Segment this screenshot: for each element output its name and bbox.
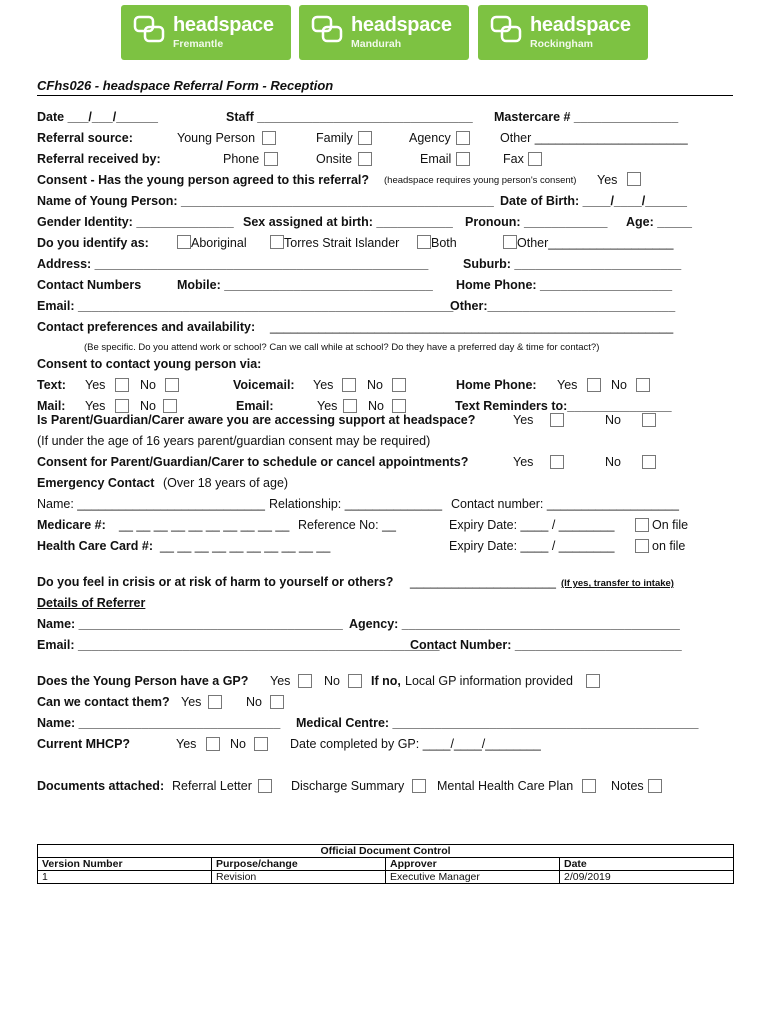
voicemail-no-checkbox[interactable] (392, 378, 406, 392)
logo-mandurah (299, 5, 469, 60)
referral-letter-label: Referral Letter (172, 779, 252, 793)
home-phone-no-label: No (611, 378, 627, 392)
form-title: CFhs026 - headspace Referral Form - Reception (37, 78, 733, 96)
referrer-details-heading: Details of Referrer (37, 596, 146, 610)
referrer-contact-number-field[interactable]: Contact Number: ________________________ (410, 638, 682, 652)
voicemail-yes-checkbox[interactable] (342, 378, 356, 392)
torres-strait-label: Torres Strait Islander (284, 236, 400, 250)
guardian-aware-no-label: No (605, 413, 621, 427)
gp-question: Does the Young Person have a GP? (37, 674, 249, 688)
mastercare-field[interactable]: Mastercare # _______________ (494, 110, 679, 124)
both-label: Both (431, 236, 457, 250)
aboriginal-label: Aboriginal (191, 236, 247, 250)
approver-cell: Executive Manager (386, 871, 560, 884)
local-gp-info-label: Local GP information provided (405, 674, 573, 688)
guardian-schedule-yes-label: Yes (513, 455, 534, 469)
mobile-field[interactable]: Mobile: ______________________________ (177, 278, 433, 292)
email-no-label: No (368, 399, 384, 413)
crisis-question: Do you feel in crisis or at risk of harm to yourself or others? (37, 575, 394, 589)
logo-location: Mandurah (351, 38, 402, 50)
guardian-aware-yes-label: Yes (513, 413, 534, 427)
staff-field[interactable]: Staff _______________________________ (226, 110, 473, 124)
date-of-birth-field[interactable]: Date of Birth: ____/____/______ (500, 194, 687, 208)
emergency-contact-number-field[interactable]: Contact number: ___________________ (451, 497, 679, 511)
mhcp-date-field[interactable]: Date completed by GP: ____/____/________ (290, 737, 541, 751)
email-received-label: Email (420, 152, 452, 166)
document-control-caption: Official Document Control (38, 845, 734, 858)
date-field[interactable]: Date ___/___/______ (37, 110, 158, 124)
text-label: Text: (37, 378, 66, 392)
logo-rockingham (478, 5, 648, 60)
health-care-card-field[interactable]: __ __ __ __ __ __ __ __ __ __ (160, 539, 331, 553)
logo-location: Fremantle (173, 38, 224, 50)
mhcp-label: Current MHCP? (37, 737, 131, 751)
medicare-reference-field[interactable]: Reference No: __ (298, 518, 396, 532)
gp-yes-checkbox[interactable] (298, 674, 312, 688)
medicare-on-file-label: On file (652, 518, 689, 532)
suburb-field[interactable]: Suburb: ________________________ (463, 257, 682, 271)
mhcp-no-checkbox[interactable] (254, 737, 268, 751)
onsite-label: Onsite (316, 152, 353, 166)
text-no-checkbox[interactable] (165, 378, 179, 392)
discharge-summary-checkbox[interactable] (412, 779, 426, 793)
sex-at-birth-field[interactable]: Sex assigned at birth: ___________ (243, 215, 453, 229)
other-source-field[interactable]: Other ______________________ (500, 131, 688, 145)
young-person-name-field[interactable]: Name of Young Person: _____________________________________________ (37, 194, 494, 208)
referrer-email-field[interactable]: Email: ____________________________________________________ (37, 638, 440, 652)
consent-yes-label: Yes (597, 173, 618, 187)
table-header-date: Date (560, 858, 734, 871)
guardian-schedule-yes-checkbox[interactable] (550, 455, 564, 469)
medicare-expiry-field[interactable]: Expiry Date: ____ / ________ (449, 518, 615, 532)
other-identity-checkbox[interactable] (503, 235, 517, 249)
contact-preferences-label: Contact preferences and availability: (37, 320, 256, 334)
document-control-table (37, 844, 734, 884)
email-no-checkbox[interactable] (392, 399, 406, 413)
medicare-on-file-checkbox[interactable] (635, 518, 649, 532)
voicemail-label: Voicemail: (233, 378, 295, 392)
contact-preferences-note: (Be specific. Do you attend work or school? Can we call while at school? Do they have a preferred day & time for contact?) (84, 342, 600, 353)
health-care-card-on-file-checkbox[interactable] (635, 539, 649, 553)
contact-gp-question: Can we contact them? (37, 695, 170, 709)
logo-word: headspace (530, 14, 631, 36)
voicemail-no-label: No (367, 378, 383, 392)
table-header-purpose: Purpose/change (212, 858, 386, 871)
mail-no-checkbox[interactable] (163, 399, 177, 413)
email-field[interactable]: Email: ______________________________________________________ (37, 299, 454, 313)
medicare-number-field[interactable]: __ __ __ __ __ __ __ __ __ __ (119, 518, 290, 532)
email-received-checkbox[interactable] (456, 152, 470, 166)
referral-letter-checkbox[interactable] (258, 779, 272, 793)
text-yes-label: Yes (85, 378, 106, 392)
table-row (38, 871, 734, 884)
mental-health-care-plan-checkbox[interactable] (582, 779, 596, 793)
logo-word: headspace (351, 14, 452, 36)
notes-checkbox[interactable] (648, 779, 662, 793)
fax-checkbox[interactable] (528, 152, 542, 166)
agency-label: Agency (409, 131, 451, 145)
age-field[interactable]: Age: _____ (626, 215, 693, 229)
logo-fremantle (121, 5, 291, 60)
home-phone-no-checkbox[interactable] (636, 378, 650, 392)
discharge-summary-label: Discharge Summary (291, 779, 405, 793)
version-cell: 1 (38, 871, 212, 884)
documents-attached-label: Documents attached: (37, 779, 165, 793)
logo-word: headspace (173, 14, 274, 36)
mhcp-yes-label: Yes (176, 737, 197, 751)
emergency-contact-label: Emergency Contact (37, 476, 155, 490)
text-reminders-field[interactable]: Text Reminders to:_______________ (455, 399, 672, 413)
notes-label: Notes (611, 779, 644, 793)
referral-source-label: Referral source: (37, 131, 133, 145)
consent-note: (headspace requires young person's consent) (384, 175, 577, 186)
both-checkbox[interactable] (417, 235, 431, 249)
text-no-label: No (140, 378, 156, 392)
local-gp-info-checkbox[interactable] (586, 674, 600, 688)
gp-name-field[interactable]: Name: _____________________________ (37, 716, 281, 730)
guardian-consent-note: (If under the age of 16 years parent/guardian consent may be required) (37, 434, 431, 448)
young-person-label: Young Person (177, 131, 256, 145)
headspace-logo-icon (133, 15, 167, 45)
home-phone-contact-label: Home Phone: (456, 378, 537, 392)
contact-numbers-label: Contact Numbers (37, 278, 142, 292)
guardian-schedule-question: Consent for Parent/Guardian/Carer to schedule or cancel appointments? (37, 455, 469, 469)
guardian-schedule-no-label: No (605, 455, 621, 469)
emergency-contact-note: (Over 18 years of age) (163, 476, 289, 490)
consent-contact-label: Consent to contact young person via: (37, 357, 262, 371)
phone-checkbox[interactable] (264, 152, 278, 166)
headspace-logo-icon (490, 15, 524, 45)
crisis-note: (If yes, transfer to intake) (561, 578, 674, 589)
guardian-aware-no-checkbox[interactable] (642, 413, 656, 427)
identify-label: Do you identify as: (37, 236, 149, 250)
mail-yes-label: Yes (85, 399, 106, 413)
crisis-answer-field[interactable]: _____________________ (410, 575, 556, 589)
logo-location: Rockingham (530, 38, 594, 50)
guardian-aware-question: Is Parent/Guardian/Carer aware you are accessing support at headspace? (37, 413, 476, 427)
mail-no-label: No (140, 399, 156, 413)
young-person-checkbox[interactable] (262, 131, 276, 145)
torres-strait-checkbox[interactable] (270, 235, 284, 249)
pronoun-field[interactable]: Pronoun: ____________ (465, 215, 608, 229)
email-yes-checkbox[interactable] (343, 399, 357, 413)
health-care-card-expiry-field[interactable]: Expiry Date: ____ / ________ (449, 539, 615, 553)
medicare-label: Medicare #: (37, 518, 106, 532)
health-care-card-label: Health Care Card #: (37, 539, 154, 553)
contact-gp-no-label: No (246, 695, 262, 709)
headspace-logo-icon (311, 15, 345, 45)
purpose-cell: Revision (212, 871, 386, 884)
medical-centre-field[interactable]: Medical Centre: ____________________________________________ (296, 716, 699, 730)
home-phone-field[interactable]: Home Phone: ___________________ (456, 278, 673, 292)
contact-gp-yes-checkbox[interactable] (208, 695, 222, 709)
onsite-checkbox[interactable] (358, 152, 372, 166)
email-contact-label: Email: (236, 399, 274, 413)
other-contact-field[interactable]: Other:___________________________ (450, 299, 676, 313)
referrer-name-field[interactable]: Name: ______________________________________ (37, 617, 343, 631)
mhcp-no-label: No (230, 737, 246, 751)
gender-identity-field[interactable]: Gender Identity: ______________ (37, 215, 234, 229)
email-yes-label: Yes (317, 399, 338, 413)
contact-gp-no-checkbox[interactable] (270, 695, 284, 709)
emergency-relationship-field[interactable]: Relationship: ______________ (269, 497, 443, 511)
date-cell: 2/09/2019 (560, 871, 734, 884)
mail-yes-checkbox[interactable] (115, 399, 129, 413)
family-label: Family (316, 131, 353, 145)
guardian-schedule-no-checkbox[interactable] (642, 455, 656, 469)
gp-no-checkbox[interactable] (348, 674, 362, 688)
gp-no-label: No (324, 674, 340, 688)
family-checkbox[interactable] (358, 131, 372, 145)
contact-gp-yes-label: Yes (181, 695, 202, 709)
if-no-label: If no, (371, 674, 401, 688)
contact-preferences-field[interactable]: __________________________________________________________ (270, 320, 674, 334)
consent-question: Consent - Has the young person agreed to this referral? (37, 173, 370, 187)
other-identity-field[interactable]: Other__________________ (517, 236, 674, 250)
address-field[interactable]: Address: ________________________________________________ (37, 257, 429, 271)
health-care-card-on-file-label: on file (652, 539, 686, 553)
mental-health-care-plan-label: Mental Health Care Plan (437, 779, 574, 793)
fax-label: Fax (503, 152, 524, 166)
gp-yes-label: Yes (270, 674, 291, 688)
table-header-approver: Approver (386, 858, 560, 871)
emergency-name-field[interactable]: Name: ___________________________ (37, 497, 265, 511)
voicemail-yes-label: Yes (313, 378, 334, 392)
mail-label: Mail: (37, 399, 66, 413)
aboriginal-checkbox[interactable] (177, 235, 191, 249)
phone-label: Phone (223, 152, 260, 166)
guardian-aware-yes-checkbox[interactable] (550, 413, 564, 427)
consent-yes-checkbox[interactable] (627, 172, 641, 186)
home-phone-yes-checkbox[interactable] (587, 378, 601, 392)
mhcp-yes-checkbox[interactable] (206, 737, 220, 751)
referral-received-label: Referral received by: (37, 152, 161, 166)
text-yes-checkbox[interactable] (115, 378, 129, 392)
agency-checkbox[interactable] (456, 131, 470, 145)
home-phone-yes-label: Yes (557, 378, 578, 392)
table-header-version: Version Number (38, 858, 212, 871)
referrer-agency-field[interactable]: Agency: ________________________________________ (349, 617, 680, 631)
